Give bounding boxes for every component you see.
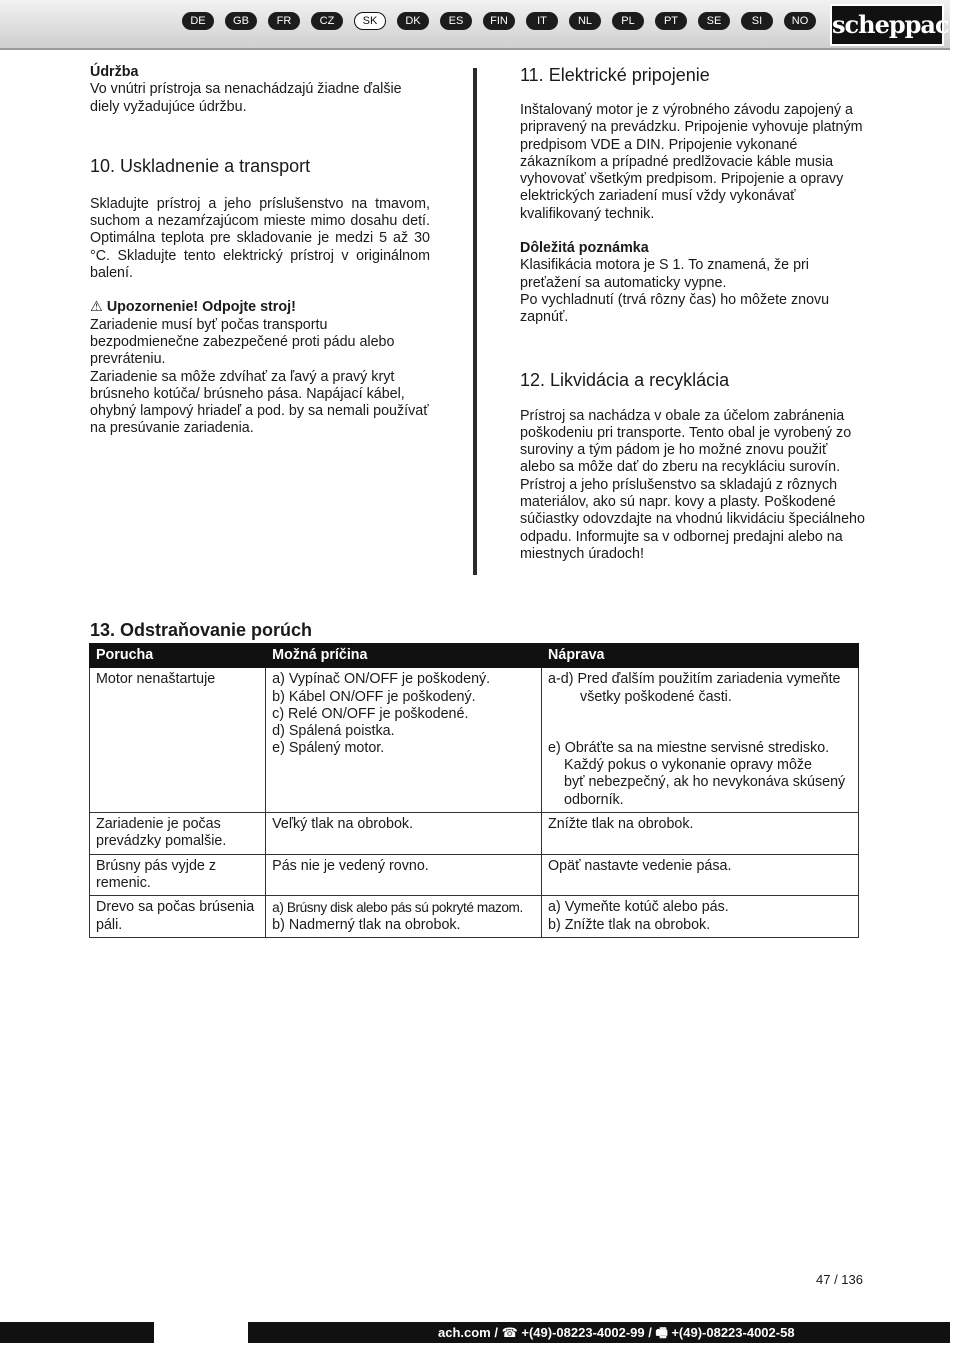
footer-blank-block [154, 1322, 248, 1343]
lang-tab-fin[interactable]: FIN [483, 12, 515, 30]
cause-cell: Pás nie je vedený rovno. [266, 854, 542, 896]
lang-tab-dk[interactable]: DK [397, 12, 429, 30]
cause-item: a) Vypínač ON/OFF je poškodený. [272, 671, 491, 688]
cause-cell [266, 896, 542, 938]
page-number: 47 / 136 [816, 1272, 863, 1287]
lang-tab-fr[interactable]: FR [268, 12, 300, 30]
note-text-1: Klasifikácia motora je S 1. To znamená, že pri preťažení sa automaticky vypne. [520, 257, 809, 291]
cause-cell: Veľký tlak na obrobok. [266, 813, 542, 855]
page-footer [0, 1322, 950, 1343]
section-11-heading: 11. Elektrické pripojenie [520, 65, 710, 85]
remedy-item: e) Obráťte sa na miestne servisné stredisko. [548, 739, 830, 756]
language-tabs [182, 12, 816, 30]
note-heading: Dôležitá poznámka [520, 240, 649, 257]
table-row [90, 813, 859, 855]
table-header-row [90, 644, 859, 668]
remedy-item: odborník. [564, 791, 624, 808]
lang-tab-sk[interactable]: SK [354, 12, 386, 30]
header-cause: Možná príčina [266, 644, 542, 668]
lang-tab-it[interactable]: IT [526, 12, 558, 30]
remedy-cell [542, 668, 859, 813]
table-row [90, 854, 859, 896]
table-row [90, 896, 859, 938]
maintenance-heading: Údržba [90, 64, 139, 80]
remedy-item: byť nebezpečný, ak ho nevykonáva skúsený [564, 774, 846, 791]
warning-heading [90, 299, 430, 316]
cause-item: b) Kábel ON/OFF je poškodený. [272, 688, 476, 705]
lang-tab-nl[interactable]: NL [569, 12, 601, 30]
cause-item: a) Brúsny disk alebo pás sú pokryté mazom. [272, 900, 523, 916]
column-divider [473, 68, 477, 575]
header-fault: Porucha [90, 644, 266, 668]
page-header [0, 0, 965, 50]
lang-tab-pl[interactable]: PL [612, 12, 644, 30]
remedy-item: všetky poškodené časti. [580, 688, 732, 705]
warning-icon: ⚠ [90, 299, 103, 316]
cause-item: e) Spálený motor. [272, 740, 385, 757]
table-row [90, 668, 859, 813]
remedy-item: a) Vymeňte kotúč alebo pás. [548, 899, 729, 916]
left-column [90, 64, 430, 438]
warning-text-1: Zariadenie musí byť počas transportu bezpodmienečne zabezpečené proti pádu alebo prevráteniu. [90, 316, 395, 368]
remedy-item: b) Znížte tlak na obrobok. [548, 916, 711, 933]
section-10-text: Skladujte prístroj a jeho príslušenstvo na tmavom, suchom a nezamŕzajúcom mieste mimo dosahu detí. Optimálna teplota pre skladovanie je medzi 5 až 30 °C. Skladujte tento elektrický prístroj v originálnom balení. [90, 195, 430, 282]
fault-cell: Zariadenie je počas prevádzky pomalšie. [90, 813, 266, 855]
fault-cell: Drevo sa počas brúsenia páli. [90, 896, 266, 938]
remedy-cell [542, 896, 859, 938]
remedy-cell: Opäť nastavte vedenie pása. [542, 854, 859, 896]
section-12-text: Prístroj sa nachádza v obale za účelom zabránenia poškodeniu pri transporte. Tento obal je vyrobený zo suroviny a tým pádom je ho možné znovu použiť alebo sa môže dať do zberu na recykláciu surovín. Prístroj a jeho príslušenstvo sa skladajú z rôznych materiálov, ako sú napr. kovy a plasty. Poškodené súčiastky odovzdajte na vhodnú likvidáciu špeciálneho odpadu. Informujte sa v odbornej predajni alebo na miestnych úradoch! [520, 407, 865, 562]
lang-tab-se[interactable]: SE [698, 12, 730, 30]
warning-title: Upozornenie! Odpojte stroj! [106, 299, 296, 316]
section-12-heading: 12. Likvidácia a recyklácia [520, 369, 730, 390]
section-10-heading: 10. Uskladnenie a transport [90, 155, 311, 176]
maintenance-text: Vo vnútri prístroja sa nenachádzajú žiadne ďalšie diely vyžadujúce údržbu. [90, 81, 402, 115]
fault-cell: Brúsny pás vyjde z remenic. [90, 854, 266, 896]
lang-tab-de[interactable]: DE [182, 12, 214, 30]
cause-item: c) Relé ON/OFF je poškodené. [272, 705, 469, 722]
brand-logo: scheppach [830, 4, 944, 46]
lang-tab-es[interactable]: ES [440, 12, 472, 30]
remedy-item: a-d) Pred ďalším použitím zariadenia vymeňte [548, 671, 841, 688]
remedy-cell: Znížte tlak na obrobok. [542, 813, 859, 855]
lang-tab-gb[interactable]: GB [225, 12, 257, 30]
remedy-item: Každý pokus o vykonanie opravy môže [564, 757, 812, 774]
cause-cell [266, 668, 542, 813]
section-11-text: Inštalovaný motor je z výrobného závodu zapojený a pripravený na prevádzku. Pripojenie vyhovuje platným predpisom VDE a DIN. Pripojenie vykonané zákazníkom a prípadné predlžovacie káble musia vyhovovať všetkým predpisom. Pripojenie a opravy elektrických zariadení musí vždy vykonávať kvalifikovaný technik. [520, 102, 863, 222]
troubleshooting-table [89, 643, 859, 938]
lang-tab-no[interactable]: NO [784, 12, 816, 30]
warning-text-2: Zariadenie sa môže zdvíhať za ľavý a pravý kryt brúsneho kotúča/ brúsneho pása. Napájací kábel, ohybný lampový hriadeľ a pod. by sa nemali používať na presúvanie zariadenia. [90, 368, 429, 437]
lang-tab-pt[interactable]: PT [655, 12, 687, 30]
lang-tab-cz[interactable]: CZ [311, 12, 343, 30]
cause-item: b) Nadmerný tlak na obrobok. [272, 916, 461, 933]
footer-contact: ach.com / ☎ +(49)-08223-4002-99 / 🖷 +(49)-08223-4002-58 [438, 1325, 795, 1340]
section-13-heading: 13. Odstraňovanie porúch [90, 620, 313, 640]
header-remedy: Náprava [542, 644, 859, 668]
note-text-2: Po vychladnutí (trvá rôzny čas) ho môžete znovu zapnúť. [520, 291, 830, 326]
lang-tab-si[interactable]: SI [741, 12, 773, 30]
right-column [520, 64, 865, 563]
fault-cell: Motor nenaštartuje [90, 668, 266, 813]
cause-item: d) Spálená poistka. [272, 723, 395, 740]
